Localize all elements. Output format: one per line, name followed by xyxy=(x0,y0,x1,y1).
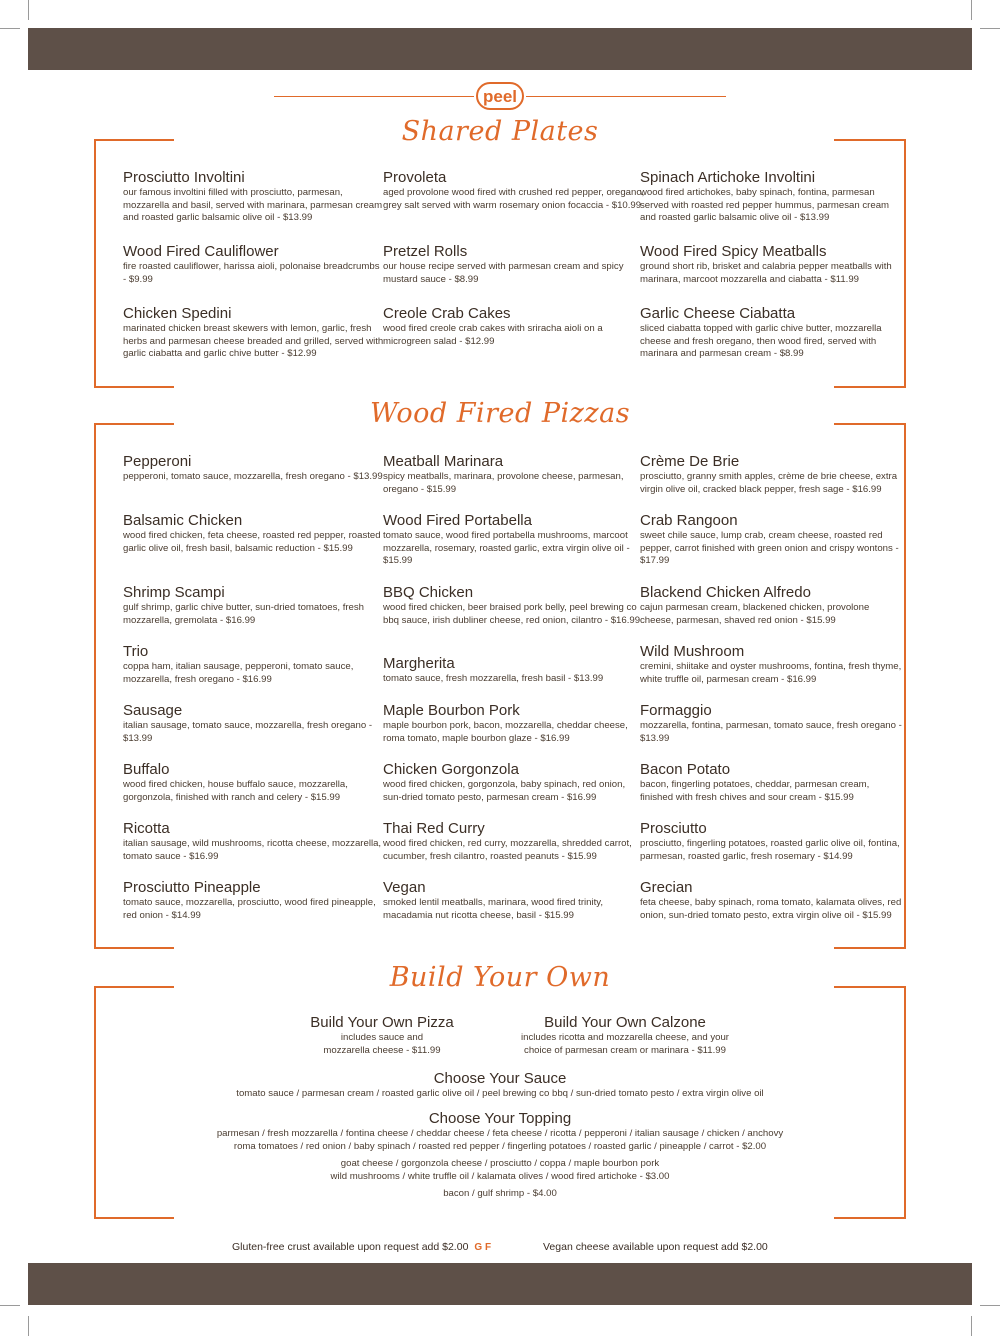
pizza-item-name: Crème De Brie xyxy=(640,453,740,470)
pizza-item-name: Bacon Potato xyxy=(640,761,731,778)
pizza-item-name: Prosciutto Pineapple xyxy=(123,879,261,896)
pizza-item-description: wood fired chicken, feta cheese, roasted red pepper, roasted garlic olive oil, fresh basil, balsamic reduction - $15.99 xyxy=(123,530,381,554)
pizza-item-name: Wood Fired Portabella xyxy=(383,512,532,529)
section-title-shared: Shared Plates xyxy=(401,116,599,147)
topping-line: bacon / gulf shrimp - $4.00 xyxy=(443,1188,557,1200)
pizza-item xyxy=(640,453,902,496)
pizza-item xyxy=(383,453,645,496)
pizza-item xyxy=(123,512,385,555)
vegan-cheese-note: Vegan cheese available upon request add $2.00 xyxy=(543,1241,768,1253)
choose-topping-title: Choose Your Topping xyxy=(428,1110,572,1127)
section-title-byo: Build Your Own xyxy=(389,962,611,993)
pizza-item xyxy=(383,655,645,686)
pizza-item-name: Formaggio xyxy=(640,702,712,719)
pizza-item-description: prosciutto, granny smith apples, crème de brie cheese, extra virgin olive oil, cracked black pepper, fresh sage - $16.99 xyxy=(640,471,898,495)
pizza-item xyxy=(123,820,385,863)
shared-plate-item-name: Provoleta xyxy=(383,169,447,186)
pizza-item-name: Balsamic Chicken xyxy=(123,512,243,529)
pizza-item-description: tomato sauce, wood fired portabella mushrooms, marcoot mozzarella, rosemary, roasted garlic, extra virgin olive oil - $15.99 xyxy=(383,530,630,567)
byo-pizza-name: Build Your Own Pizza xyxy=(310,1014,454,1031)
pizza-item xyxy=(123,453,385,484)
pizza-item-description: tomato sauce, mozzarella, prosciutto, wood fired pineapple, red onion - $14.99 xyxy=(123,897,376,921)
pizza-item xyxy=(640,879,902,922)
pizza-item xyxy=(123,879,385,922)
shared-plate-item xyxy=(640,305,902,361)
pizza-item-description: wood fired chicken, red curry, mozzarella, shredded carrot, cucumber, fresh cilantro, roasted peanuts - $15.99 xyxy=(383,838,632,862)
pizza-item-name: Sausage xyxy=(123,702,183,719)
pizza-item-description: cajun parmesan cream, blackened chicken, provolone cheese, parmesan, shaved red onion - $15.99 xyxy=(640,602,870,626)
shared-plate-item-description: marinated chicken breast skewers with lemon, garlic, fresh herbs and parmesan cheese breaded and grilled, served with garlic ciabatta and garlic chive butter - $12.99 xyxy=(123,323,384,360)
pizza-item xyxy=(123,643,385,686)
pizza-item-description: maple bourbon pork, bacon, mozzarella, cheddar cheese, roma tomato, maple bourbon glaze - $16.99 xyxy=(383,720,628,744)
shared-plate-item-description: sliced ciabatta topped with garlic chive butter, mozzarella cheese and fresh oregano, then wood fired, served with marinara and parmesan cream - $8.99 xyxy=(640,323,882,360)
choose-sauce-title: Choose Your Sauce xyxy=(433,1070,567,1087)
byo-pizza xyxy=(282,1014,482,1057)
pizza-item-name: Vegan xyxy=(383,879,426,896)
shared-plate-item-description: wood fired artichokes, baby spinach, fontina, parmesan served with roasted red pepper hummus, parmesan cream and roasted garlic balsamic olive oil - $13.99 xyxy=(640,187,890,224)
shared-plate-item xyxy=(123,305,385,361)
pizza-item-description: wood fired chicken, gorgonzola, baby spinach, red onion, sun-dried tomato pesto, parmesan cream - $16.99 xyxy=(383,779,626,803)
shared-plate-item xyxy=(640,169,902,225)
pizza-item-name: Buffalo xyxy=(123,761,170,778)
shared-plate-item xyxy=(123,169,385,225)
gluten-free-icon: G F xyxy=(474,1242,492,1253)
crop-mark xyxy=(971,1316,972,1336)
pizza-item xyxy=(640,584,902,627)
shared-plate-item xyxy=(640,243,902,286)
pizza-item xyxy=(383,820,645,863)
pizza-item xyxy=(383,702,645,745)
crop-mark xyxy=(0,1305,20,1306)
pizza-item xyxy=(640,512,902,568)
shared-plate-item-name: Creole Crab Cakes xyxy=(383,305,511,322)
pizza-item-description: gulf shrimp, garlic chive butter, sun-dried tomatoes, fresh mozzarella, gremolata - $16.99 xyxy=(123,602,365,626)
choose-topping xyxy=(0,1110,1000,1201)
topping-line: parmesan / fresh mozzarella / fontina cheese / cheddar cheese / feta cheese / ricotta / pepperoni / italian sausage / chicken / anchovy xyxy=(216,1128,784,1139)
topping-line: roma tomatoes / red onion / baby spinach / roasted red pepper / fingerling potatoes / roasted garlic / pineapple / carrot - $2.00 xyxy=(233,1140,767,1152)
byo-calzone-name: Build Your Own Calzone xyxy=(544,1014,706,1031)
brand-header xyxy=(0,82,1000,112)
pizza-item-description: mozzarella, fontina, parmesan, tomato sauce, fresh oregano - $13.99 xyxy=(640,720,902,744)
pizza-item xyxy=(123,702,385,745)
pizza-item-description: tomato sauce, fresh mozzarella, fresh basil - $13.99 xyxy=(383,673,604,684)
pizza-item-description: prosciutto, fingerling potatoes, roasted garlic olive oil, fontina, parmesan, roasted garlic, fresh rosemary - $14.99 xyxy=(640,838,900,862)
pizza-item-description: wood fired chicken, beer braised pork belly, peel brewing co bbq sauce, irish dubliner cheese, red onion, cilantro - $16.99 xyxy=(383,602,641,626)
pizza-item-description: wood fired chicken, house buffalo sauce, mozzarella, gorgonzola, finished with ranch and celery - $15.99 xyxy=(123,779,348,803)
shared-plate-item-description: wood fired creole crab cakes with sriracha aioli on a microgreen salad - $12.99 xyxy=(383,323,603,347)
section-title-pizzas: Wood Fired Pizzas xyxy=(369,398,631,429)
pizza-item-name: Meatball Marinara xyxy=(383,453,504,470)
choose-sauce xyxy=(0,1070,1000,1101)
byo-pizza-desc: includes sauce and xyxy=(340,1032,424,1043)
crop-mark xyxy=(28,0,29,20)
pizza-item-name: Maple Bourbon Pork xyxy=(383,702,520,719)
topping-line: goat cheese / gorgonzola cheese / prosciutto / coppa / maple bourbon pork xyxy=(340,1158,660,1170)
pizza-item-description: bacon, fingerling potatoes, cheddar, parmesan cream, finished with fresh chives and sour cream - $15.99 xyxy=(640,779,870,803)
gluten-free-text: Gluten-free crust available upon request add $2.00 xyxy=(232,1241,469,1253)
pizza-item-description: smoked lentil meatballs, marinara, wood fired trinity, macadamia nut ricotta cheese, basil - $15.99 xyxy=(383,897,604,921)
pizza-item-description: italian sausage, tomato sauce, mozzarella, fresh oregano - $13.99 xyxy=(123,720,373,744)
sauce-options: tomato sauce / parmesan cream / roasted garlic olive oil / peel brewing co bbq / sun-dried tomato pesto / extra virgin olive oil xyxy=(236,1088,764,1099)
shared-plate-item-description: our famous involtini filled with prosciutto, parmesan, mozzarella and basil, served with marinara, parmesan cream and roasted garlic balsamic olive oil - $13.99 xyxy=(123,187,383,224)
pizza-item-name: Wild Mushroom xyxy=(640,643,745,660)
pizza-item-description: coppa ham, italian sausage, pepperoni, tomato sauce, mozzarella, fresh oregano - $16.99 xyxy=(123,661,354,685)
topping-line: wild mushrooms / white truffle oil / kalamata olives / wood fired artichoke - $3.00 xyxy=(330,1170,670,1182)
gluten-free-note xyxy=(232,1241,491,1253)
pizza-item xyxy=(640,820,902,863)
pizza-item-description: spicy meatballs, marinara, provolone cheese, parmesan, oregano - $15.99 xyxy=(383,471,624,495)
pizza-item xyxy=(383,761,645,804)
shared-plate-item xyxy=(383,243,645,286)
byo-calzone-desc: choice of parmesan cream or marinara - $11.99 xyxy=(524,1044,726,1056)
pizza-item-name: Chicken Gorgonzola xyxy=(383,761,519,778)
pizza-item-description: sweet chile sauce, lump crab, cream cheese, roasted red pepper, carrot finished with green onion and crispy wontons - $17.99 xyxy=(640,530,899,567)
pizza-item xyxy=(640,761,902,804)
pizza-item-description: pepperoni, tomato sauce, mozzarella, fresh oregano - $13.99 xyxy=(123,471,383,482)
crop-mark xyxy=(28,1316,29,1336)
shared-plate-item xyxy=(383,169,645,212)
pizza-item-name: Prosciutto xyxy=(640,820,707,837)
pizza-item-name: Shrimp Scampi xyxy=(123,584,225,601)
divider xyxy=(526,96,726,97)
shared-plate-item-description: our house recipe served with parmesan cream and spicy mustard sauce - $8.99 xyxy=(383,261,624,285)
shared-plate-item-description: aged provolone wood fired with crushed red pepper, oregano, grey salt served with warm rosemary onion focaccia - $10.99 xyxy=(383,187,645,211)
pizza-item-name: BBQ Chicken xyxy=(383,584,474,601)
pizza-item xyxy=(383,584,645,627)
shared-plate-item xyxy=(383,305,645,348)
pizza-item-name: Blackend Chicken Alfredo xyxy=(640,584,811,601)
peel-logo: peel xyxy=(476,82,524,110)
pizza-item-name: Trio xyxy=(123,643,149,660)
byo-calzone xyxy=(500,1014,750,1057)
crop-mark xyxy=(980,1305,1000,1306)
crop-mark xyxy=(0,28,20,29)
pizza-item-description: italian sausage, wild mushrooms, ricotta cheese, mozzarella, tomato sauce - $16.99 xyxy=(123,838,382,862)
shared-plate-item xyxy=(123,243,385,286)
shared-plate-item-name: Wood Fired Spicy Meatballs xyxy=(640,243,827,260)
shared-plate-item-name: Wood Fired Cauliflower xyxy=(123,243,279,260)
crop-mark xyxy=(971,0,972,20)
byo-pizza-desc: mozzarella cheese - $11.99 xyxy=(323,1044,441,1056)
pizza-item xyxy=(640,702,902,745)
divider xyxy=(274,96,474,97)
pizza-item-name: Grecian xyxy=(640,879,693,896)
top-band xyxy=(28,28,972,70)
pizza-item-name: Margherita xyxy=(383,655,455,672)
shared-plate-item-name: Chicken Spedini xyxy=(123,305,232,322)
pizza-item xyxy=(640,643,902,686)
pizza-item-description: feta cheese, baby spinach, roma tomato, kalamata olives, red onion, sun-dried tomato pesto, extra virgin olive oil - $15.99 xyxy=(640,897,902,921)
byo-calzone-desc: includes ricotta and mozzarella cheese, and your xyxy=(521,1032,729,1043)
pizza-item xyxy=(383,879,645,922)
bottom-band xyxy=(28,1263,972,1305)
pizza-item-name: Crab Rangoon xyxy=(640,512,738,529)
shared-plate-item-description: fire roasted cauliflower, harissa aioli, polonaise breadcrumbs - $9.99 xyxy=(123,261,380,285)
shared-plate-item-name: Prosciutto Involtini xyxy=(123,169,245,186)
pizza-item-name: Pepperoni xyxy=(123,453,192,470)
pizza-item-name: Ricotta xyxy=(123,820,170,837)
shared-plate-item-name: Pretzel Rolls xyxy=(383,243,468,260)
shared-plate-item-description: ground short rib, brisket and calabria pepper meatballs with marinara, marcoot mozzarella and ciabatta - $11.99 xyxy=(640,261,892,285)
pizza-item xyxy=(123,761,385,804)
crop-mark xyxy=(980,28,1000,29)
pizza-item xyxy=(123,584,385,627)
shared-plate-item-name: Spinach Artichoke Involtini xyxy=(640,169,816,186)
shared-plate-item-name: Garlic Cheese Ciabatta xyxy=(640,305,796,322)
pizza-item-description: cremini, shiitake and oyster mushrooms, fontina, fresh thyme, white truffle oil, parmesan cream - $16.99 xyxy=(640,661,902,685)
pizza-item xyxy=(383,512,645,568)
pizza-item-name: Thai Red Curry xyxy=(383,820,485,837)
